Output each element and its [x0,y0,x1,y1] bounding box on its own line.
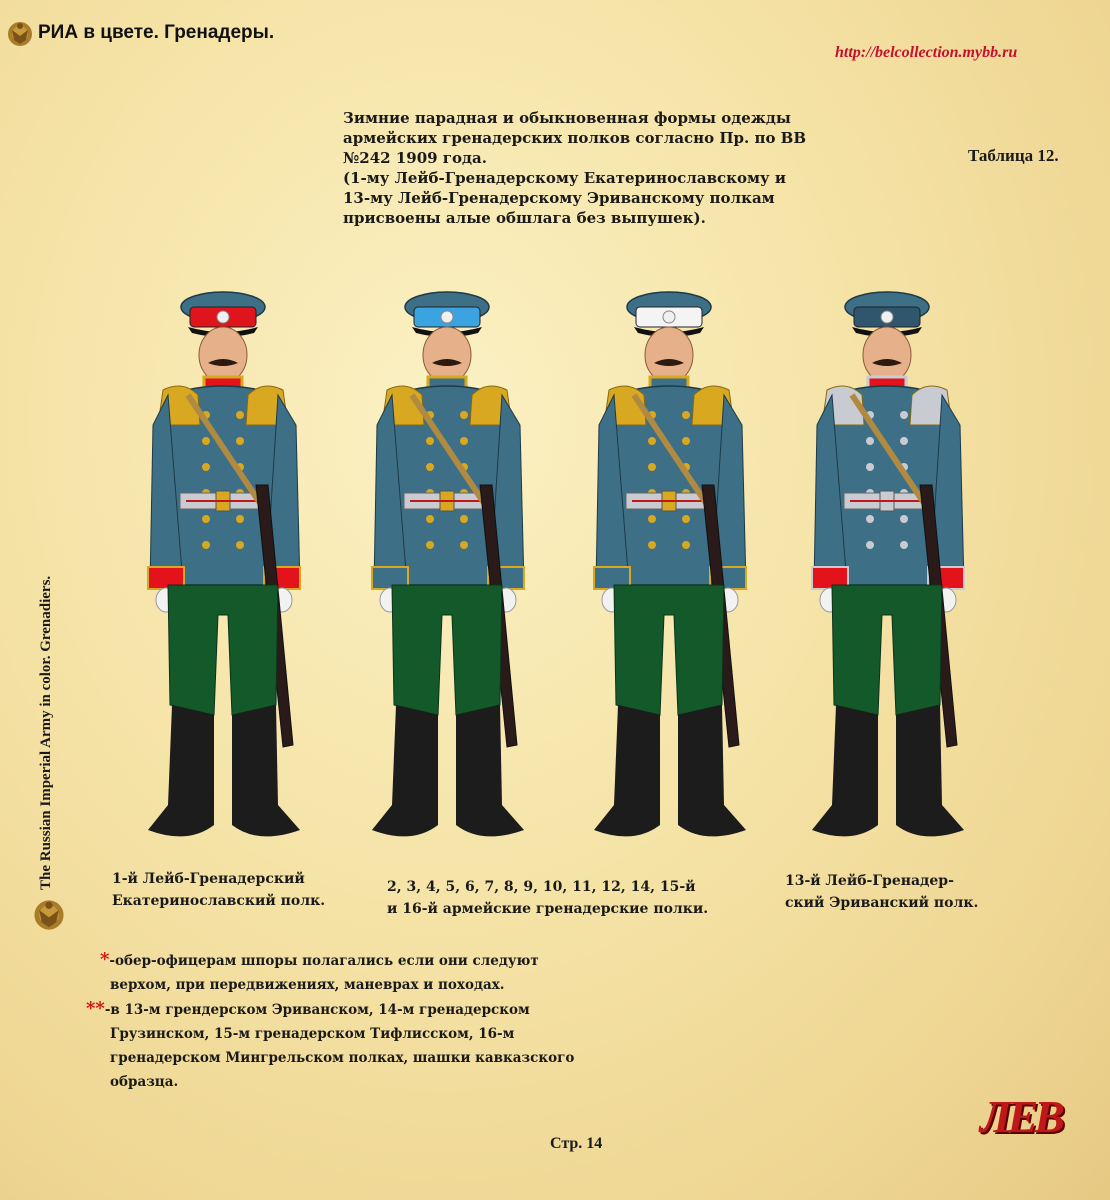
uniform-figure [148,292,300,836]
officer-figure-army-white [574,285,764,845]
description-line: (1-му Лейб-Гренадерскому Екатеринославскому и [343,169,786,187]
footnotes [86,948,600,1094]
caption-line: 1-й Лейб-Гренадерский [112,871,305,887]
caption-army-regiments [387,876,708,920]
footnote-marker: * [100,949,110,970]
caption-line: 2, 3, 4, 5, 6, 7, 8, 9, 10, 11, 12, 14, 15-й [387,879,696,895]
footnote-marker: ** [86,998,105,1019]
side-label: The Russian Imperial Army in color. Grenadiers. [38,575,54,890]
description-line: 13-му Лейб-Гренадерскому Эриванскому полкам [343,189,775,207]
double-headed-eagle-icon [32,898,66,932]
header-title: РИА в цвете. Гренадеры. [38,22,275,43]
footnote-text: -в 13-м грендерском Эриванском, 14-м гренадерском [104,1002,530,1018]
officer-figure-ekaterinoslav [128,285,318,845]
footnote-text: гренадерском Мингрельском полках, шашки кавказского [110,1050,575,1066]
caption-line: и 16-й армейские гренадерские полки. [387,901,709,917]
table-number: Таблица 12. [968,146,1059,165]
site-link[interactable]: http://belcollection.mybb.ru [835,44,1018,61]
page-number: Стр. 14 [550,1135,603,1152]
description-line: присвоены алые обшлага без выпушек). [343,209,706,227]
footnote-text: -обер-офицерам шпоры полагались если они следуют [109,953,539,969]
caption-line: 13-й Лейб-Гренадер- [785,873,954,889]
officer-figure-army-blue [352,285,542,845]
footnote-text: Грузинском, 15-м гренадерском Тифлисском, 16-м [110,1026,515,1042]
footnote-text: образца. [110,1074,179,1090]
description-line: Зимние парадная и обыкновенная формы одежды [343,109,791,127]
footnote-1 [100,948,600,973]
officer-figure-erivan [792,285,982,845]
description-block [343,108,823,228]
description-line: №242 1909 года. [343,149,487,167]
description-line: армейских гренадерских полков согласно Пр. по ВВ [343,129,807,147]
footnote-2 [86,997,600,1022]
caption-ekaterinoslav [112,868,325,912]
uniform-figure [594,292,746,836]
caption-erivan [785,870,978,914]
uniform-figure [372,292,524,836]
uniform-figure [812,292,964,836]
caption-line: ский Эриванский полк. [785,895,979,911]
footnote-text: верхом, при передвижениях, маневрах и походах. [110,977,505,993]
caption-line: Екатеринославский полк. [112,893,326,909]
author-logo: ЛЕВ [980,1091,1061,1142]
double-headed-eagle-icon [6,20,34,48]
